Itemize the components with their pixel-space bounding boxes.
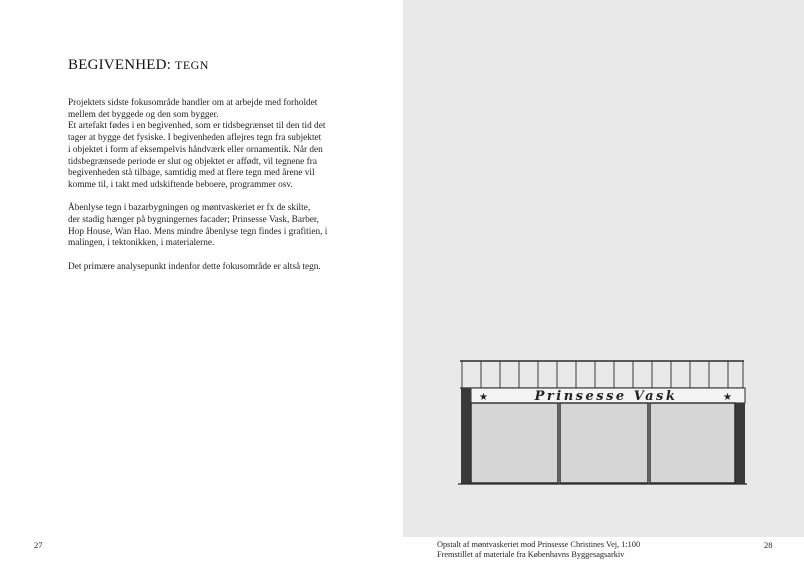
star-icon-left: ★ <box>479 392 488 403</box>
figure-caption <box>437 540 697 560</box>
paragraph-2: Åbenlyse tegn i bazarbygningen og møntvaskeriet er fx de skilte, der stadig hænger på bygningernes facader; Prinsesse Vask, Barber, Hop House, Wan Hao. Mens mindre åbenlyse tegn findes i grafitien, i malingen, i tektonikken, i materialerne. <box>68 203 328 249</box>
elevation-drawing <box>403 0 804 537</box>
body-text <box>68 98 368 285</box>
section-heading <box>68 57 209 74</box>
paragraph-1: Projektets sidste fokusområde handler om at arbejde med forholdet mellem det byggede og den som bygger. Et artefakt fødes i en begivenhed, som er tidsbegrænset til den tid det tager at bygge det fysiske. I begivenheden aflejres tegn fra subjektet i objektet i form af eksempelvis håndværk eller ornamentik. Når den tidsbegrænsede periode er slut og objektet er affødt, vil tegnene fra begivenheden stå tilbage, samtidig med at flere tegn med årene vil komme til, i takt med udskiftende beboere, programmer osv. <box>68 98 326 190</box>
page-number-left: 27 <box>34 540 43 550</box>
star-icon-right: ★ <box>723 392 732 403</box>
heading-main: BEGIVENHED: <box>68 57 172 73</box>
shop-sign-text: Prinsesse Vask <box>534 389 678 404</box>
caption-line-1: Opstalt af møntvaskeriet mod Prinsesse Christines Vej, 1:100 <box>437 540 641 549</box>
heading-subtitle: TEGN <box>174 58 209 72</box>
caption-line-2: Fremstillet af materiale fra Københavns Byggesagsarkiv <box>437 550 625 559</box>
page-number-right: 28 <box>764 540 773 550</box>
elevation-drawing-image <box>403 0 804 537</box>
paragraph-3: Det primære analysepunkt indenfor dette fokusområde er altså tegn. <box>68 261 321 272</box>
